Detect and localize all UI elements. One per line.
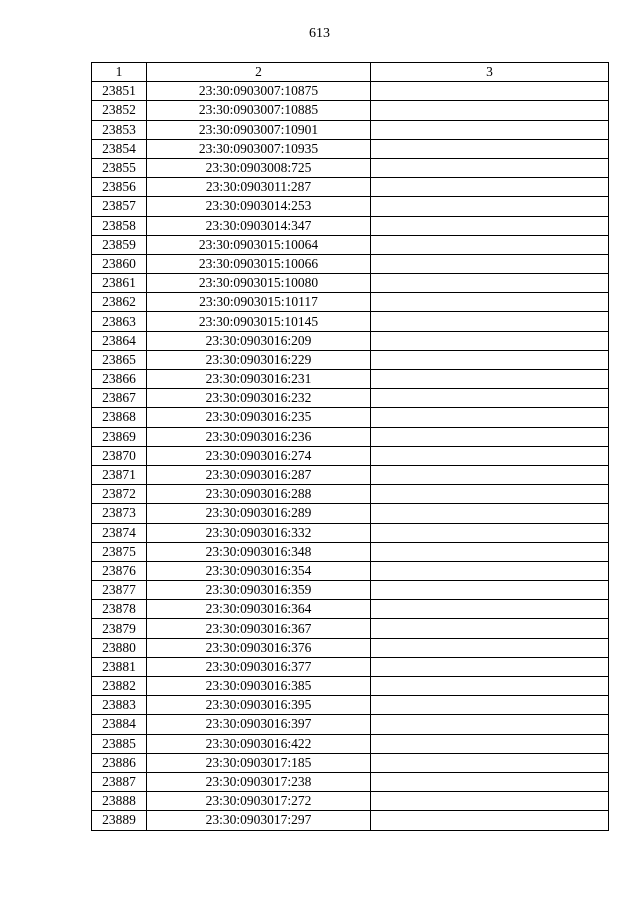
note-cell bbox=[371, 561, 609, 580]
note-cell bbox=[371, 485, 609, 504]
cadastral-number-cell: 23:30:0903017:185 bbox=[147, 753, 371, 772]
cadastral-number-cell: 23:30:0903016:232 bbox=[147, 389, 371, 408]
table-row bbox=[92, 772, 609, 791]
cadastral-number-cell: 23:30:0903016:235 bbox=[147, 408, 371, 427]
table-row bbox=[92, 581, 609, 600]
note-cell bbox=[371, 772, 609, 791]
note-cell bbox=[371, 811, 609, 830]
table-row bbox=[92, 408, 609, 427]
table-row bbox=[92, 350, 609, 369]
note-cell bbox=[371, 792, 609, 811]
table-row bbox=[92, 216, 609, 235]
table-row bbox=[92, 600, 609, 619]
column-header-2: 2 bbox=[147, 63, 371, 82]
cadastral-number-cell: 23:30:0903016:229 bbox=[147, 350, 371, 369]
note-cell bbox=[371, 408, 609, 427]
row-number-cell: 23853 bbox=[92, 120, 147, 139]
table-row bbox=[92, 561, 609, 580]
row-number-cell: 23860 bbox=[92, 254, 147, 273]
row-number-cell: 23861 bbox=[92, 274, 147, 293]
row-number-cell: 23852 bbox=[92, 101, 147, 120]
cadastral-number-cell: 23:30:0903016:422 bbox=[147, 734, 371, 753]
table-row bbox=[92, 504, 609, 523]
note-cell bbox=[371, 293, 609, 312]
cadastral-number-cell: 23:30:0903014:347 bbox=[147, 216, 371, 235]
cadastral-number-cell: 23:30:0903016:354 bbox=[147, 561, 371, 580]
row-number-cell: 23877 bbox=[92, 581, 147, 600]
cadastral-number-cell: 23:30:0903015:10117 bbox=[147, 293, 371, 312]
cadastral-number-cell: 23:30:0903007:10935 bbox=[147, 139, 371, 158]
row-number-cell: 23882 bbox=[92, 677, 147, 696]
table-row bbox=[92, 446, 609, 465]
row-number-cell: 23851 bbox=[92, 82, 147, 101]
row-number-cell: 23863 bbox=[92, 312, 147, 331]
cadastral-number-cell: 23:30:0903016:348 bbox=[147, 542, 371, 561]
cadastral-number-cell: 23:30:0903016:231 bbox=[147, 370, 371, 389]
row-number-cell: 23872 bbox=[92, 485, 147, 504]
note-cell bbox=[371, 504, 609, 523]
note-cell bbox=[371, 600, 609, 619]
table-row bbox=[92, 120, 609, 139]
row-number-cell: 23879 bbox=[92, 619, 147, 638]
cadastral-number-cell: 23:30:0903015:10080 bbox=[147, 274, 371, 293]
cadastral-number-cell: 23:30:0903017:238 bbox=[147, 772, 371, 791]
cadastral-number-cell: 23:30:0903015:10066 bbox=[147, 254, 371, 273]
registry-table bbox=[91, 62, 609, 831]
cadastral-number-cell: 23:30:0903016:288 bbox=[147, 485, 371, 504]
cadastral-number-cell: 23:30:0903016:377 bbox=[147, 657, 371, 676]
column-header-1: 1 bbox=[92, 63, 147, 82]
row-number-cell: 23857 bbox=[92, 197, 147, 216]
cadastral-number-cell: 23:30:0903016:209 bbox=[147, 331, 371, 350]
table-row bbox=[92, 158, 609, 177]
table-row bbox=[92, 657, 609, 676]
note-cell bbox=[371, 715, 609, 734]
note-cell bbox=[371, 370, 609, 389]
note-cell bbox=[371, 120, 609, 139]
note-cell bbox=[371, 619, 609, 638]
note-cell bbox=[371, 465, 609, 484]
row-number-cell: 23854 bbox=[92, 139, 147, 158]
note-cell bbox=[371, 158, 609, 177]
table-row bbox=[92, 331, 609, 350]
note-cell bbox=[371, 657, 609, 676]
row-number-cell: 23884 bbox=[92, 715, 147, 734]
row-number-cell: 23881 bbox=[92, 657, 147, 676]
row-number-cell: 23869 bbox=[92, 427, 147, 446]
cadastral-number-cell: 23:30:0903011:287 bbox=[147, 178, 371, 197]
row-number-cell: 23871 bbox=[92, 465, 147, 484]
note-cell bbox=[371, 254, 609, 273]
note-cell bbox=[371, 235, 609, 254]
cadastral-number-cell: 23:30:0903014:253 bbox=[147, 197, 371, 216]
table-row bbox=[92, 274, 609, 293]
table-row bbox=[92, 696, 609, 715]
cadastral-number-cell: 23:30:0903016:332 bbox=[147, 523, 371, 542]
row-number-cell: 23867 bbox=[92, 389, 147, 408]
row-number-cell: 23864 bbox=[92, 331, 147, 350]
cadastral-number-cell: 23:30:0903016:287 bbox=[147, 465, 371, 484]
note-cell bbox=[371, 581, 609, 600]
row-number-cell: 23868 bbox=[92, 408, 147, 427]
note-cell bbox=[371, 677, 609, 696]
row-number-cell: 23862 bbox=[92, 293, 147, 312]
cadastral-number-cell: 23:30:0903016:367 bbox=[147, 619, 371, 638]
table-row bbox=[92, 792, 609, 811]
note-cell bbox=[371, 389, 609, 408]
table-row bbox=[92, 638, 609, 657]
table-row bbox=[92, 293, 609, 312]
table-row bbox=[92, 542, 609, 561]
note-cell bbox=[371, 523, 609, 542]
row-number-cell: 23883 bbox=[92, 696, 147, 715]
table-body bbox=[92, 63, 609, 831]
note-cell bbox=[371, 427, 609, 446]
table-row bbox=[92, 254, 609, 273]
table-row bbox=[92, 235, 609, 254]
note-cell bbox=[371, 139, 609, 158]
table-row bbox=[92, 715, 609, 734]
table-row bbox=[92, 312, 609, 331]
row-number-cell: 23875 bbox=[92, 542, 147, 561]
note-cell bbox=[371, 274, 609, 293]
row-number-cell: 23866 bbox=[92, 370, 147, 389]
row-number-cell: 23876 bbox=[92, 561, 147, 580]
table-row bbox=[92, 753, 609, 772]
cadastral-number-cell: 23:30:0903007:10885 bbox=[147, 101, 371, 120]
note-cell bbox=[371, 542, 609, 561]
row-number-cell: 23855 bbox=[92, 158, 147, 177]
note-cell bbox=[371, 331, 609, 350]
cadastral-number-cell: 23:30:0903007:10875 bbox=[147, 82, 371, 101]
row-number-cell: 23887 bbox=[92, 772, 147, 791]
note-cell bbox=[371, 350, 609, 369]
table-row bbox=[92, 139, 609, 158]
cadastral-number-cell: 23:30:0903016:364 bbox=[147, 600, 371, 619]
note-cell bbox=[371, 638, 609, 657]
cadastral-number-cell: 23:30:0903017:297 bbox=[147, 811, 371, 830]
row-number-cell: 23888 bbox=[92, 792, 147, 811]
table-row bbox=[92, 82, 609, 101]
cadastral-number-cell: 23:30:0903007:10901 bbox=[147, 120, 371, 139]
row-number-cell: 23873 bbox=[92, 504, 147, 523]
table-row bbox=[92, 465, 609, 484]
cadastral-number-cell: 23:30:0903016:274 bbox=[147, 446, 371, 465]
cadastral-number-cell: 23:30:0903016:236 bbox=[147, 427, 371, 446]
row-number-cell: 23885 bbox=[92, 734, 147, 753]
note-cell bbox=[371, 446, 609, 465]
cadastral-number-cell: 23:30:0903017:272 bbox=[147, 792, 371, 811]
note-cell bbox=[371, 178, 609, 197]
note-cell bbox=[371, 197, 609, 216]
row-number-cell: 23870 bbox=[92, 446, 147, 465]
row-number-cell: 23874 bbox=[92, 523, 147, 542]
page-number: 613 bbox=[309, 26, 330, 41]
row-number-cell: 23889 bbox=[92, 811, 147, 830]
cadastral-number-cell: 23:30:0903016:359 bbox=[147, 581, 371, 600]
cadastral-number-cell: 23:30:0903016:289 bbox=[147, 504, 371, 523]
table-header-row bbox=[92, 63, 609, 82]
column-header-3: 3 bbox=[371, 63, 609, 82]
table-row bbox=[92, 197, 609, 216]
note-cell bbox=[371, 696, 609, 715]
row-number-cell: 23878 bbox=[92, 600, 147, 619]
table-row bbox=[92, 619, 609, 638]
cadastral-number-cell: 23:30:0903016:376 bbox=[147, 638, 371, 657]
table-row bbox=[92, 178, 609, 197]
note-cell bbox=[371, 312, 609, 331]
row-number-cell: 23880 bbox=[92, 638, 147, 657]
row-number-cell: 23865 bbox=[92, 350, 147, 369]
row-number-cell: 23858 bbox=[92, 216, 147, 235]
table-row bbox=[92, 370, 609, 389]
cadastral-number-cell: 23:30:0903016:395 bbox=[147, 696, 371, 715]
row-number-cell: 23859 bbox=[92, 235, 147, 254]
cadastral-number-cell: 23:30:0903015:10145 bbox=[147, 312, 371, 331]
note-cell bbox=[371, 216, 609, 235]
table-row bbox=[92, 389, 609, 408]
table-row bbox=[92, 427, 609, 446]
table-row bbox=[92, 101, 609, 120]
cadastral-number-cell: 23:30:0903016:385 bbox=[147, 677, 371, 696]
note-cell bbox=[371, 734, 609, 753]
cadastral-number-cell: 23:30:0903015:10064 bbox=[147, 235, 371, 254]
note-cell bbox=[371, 82, 609, 101]
row-number-cell: 23886 bbox=[92, 753, 147, 772]
table-row bbox=[92, 485, 609, 504]
row-number-cell: 23856 bbox=[92, 178, 147, 197]
table-row bbox=[92, 811, 609, 830]
cadastral-number-cell: 23:30:0903016:397 bbox=[147, 715, 371, 734]
note-cell bbox=[371, 753, 609, 772]
table-row bbox=[92, 523, 609, 542]
note-cell bbox=[371, 101, 609, 120]
table-row bbox=[92, 734, 609, 753]
cadastral-number-cell: 23:30:0903008:725 bbox=[147, 158, 371, 177]
table-row bbox=[92, 677, 609, 696]
